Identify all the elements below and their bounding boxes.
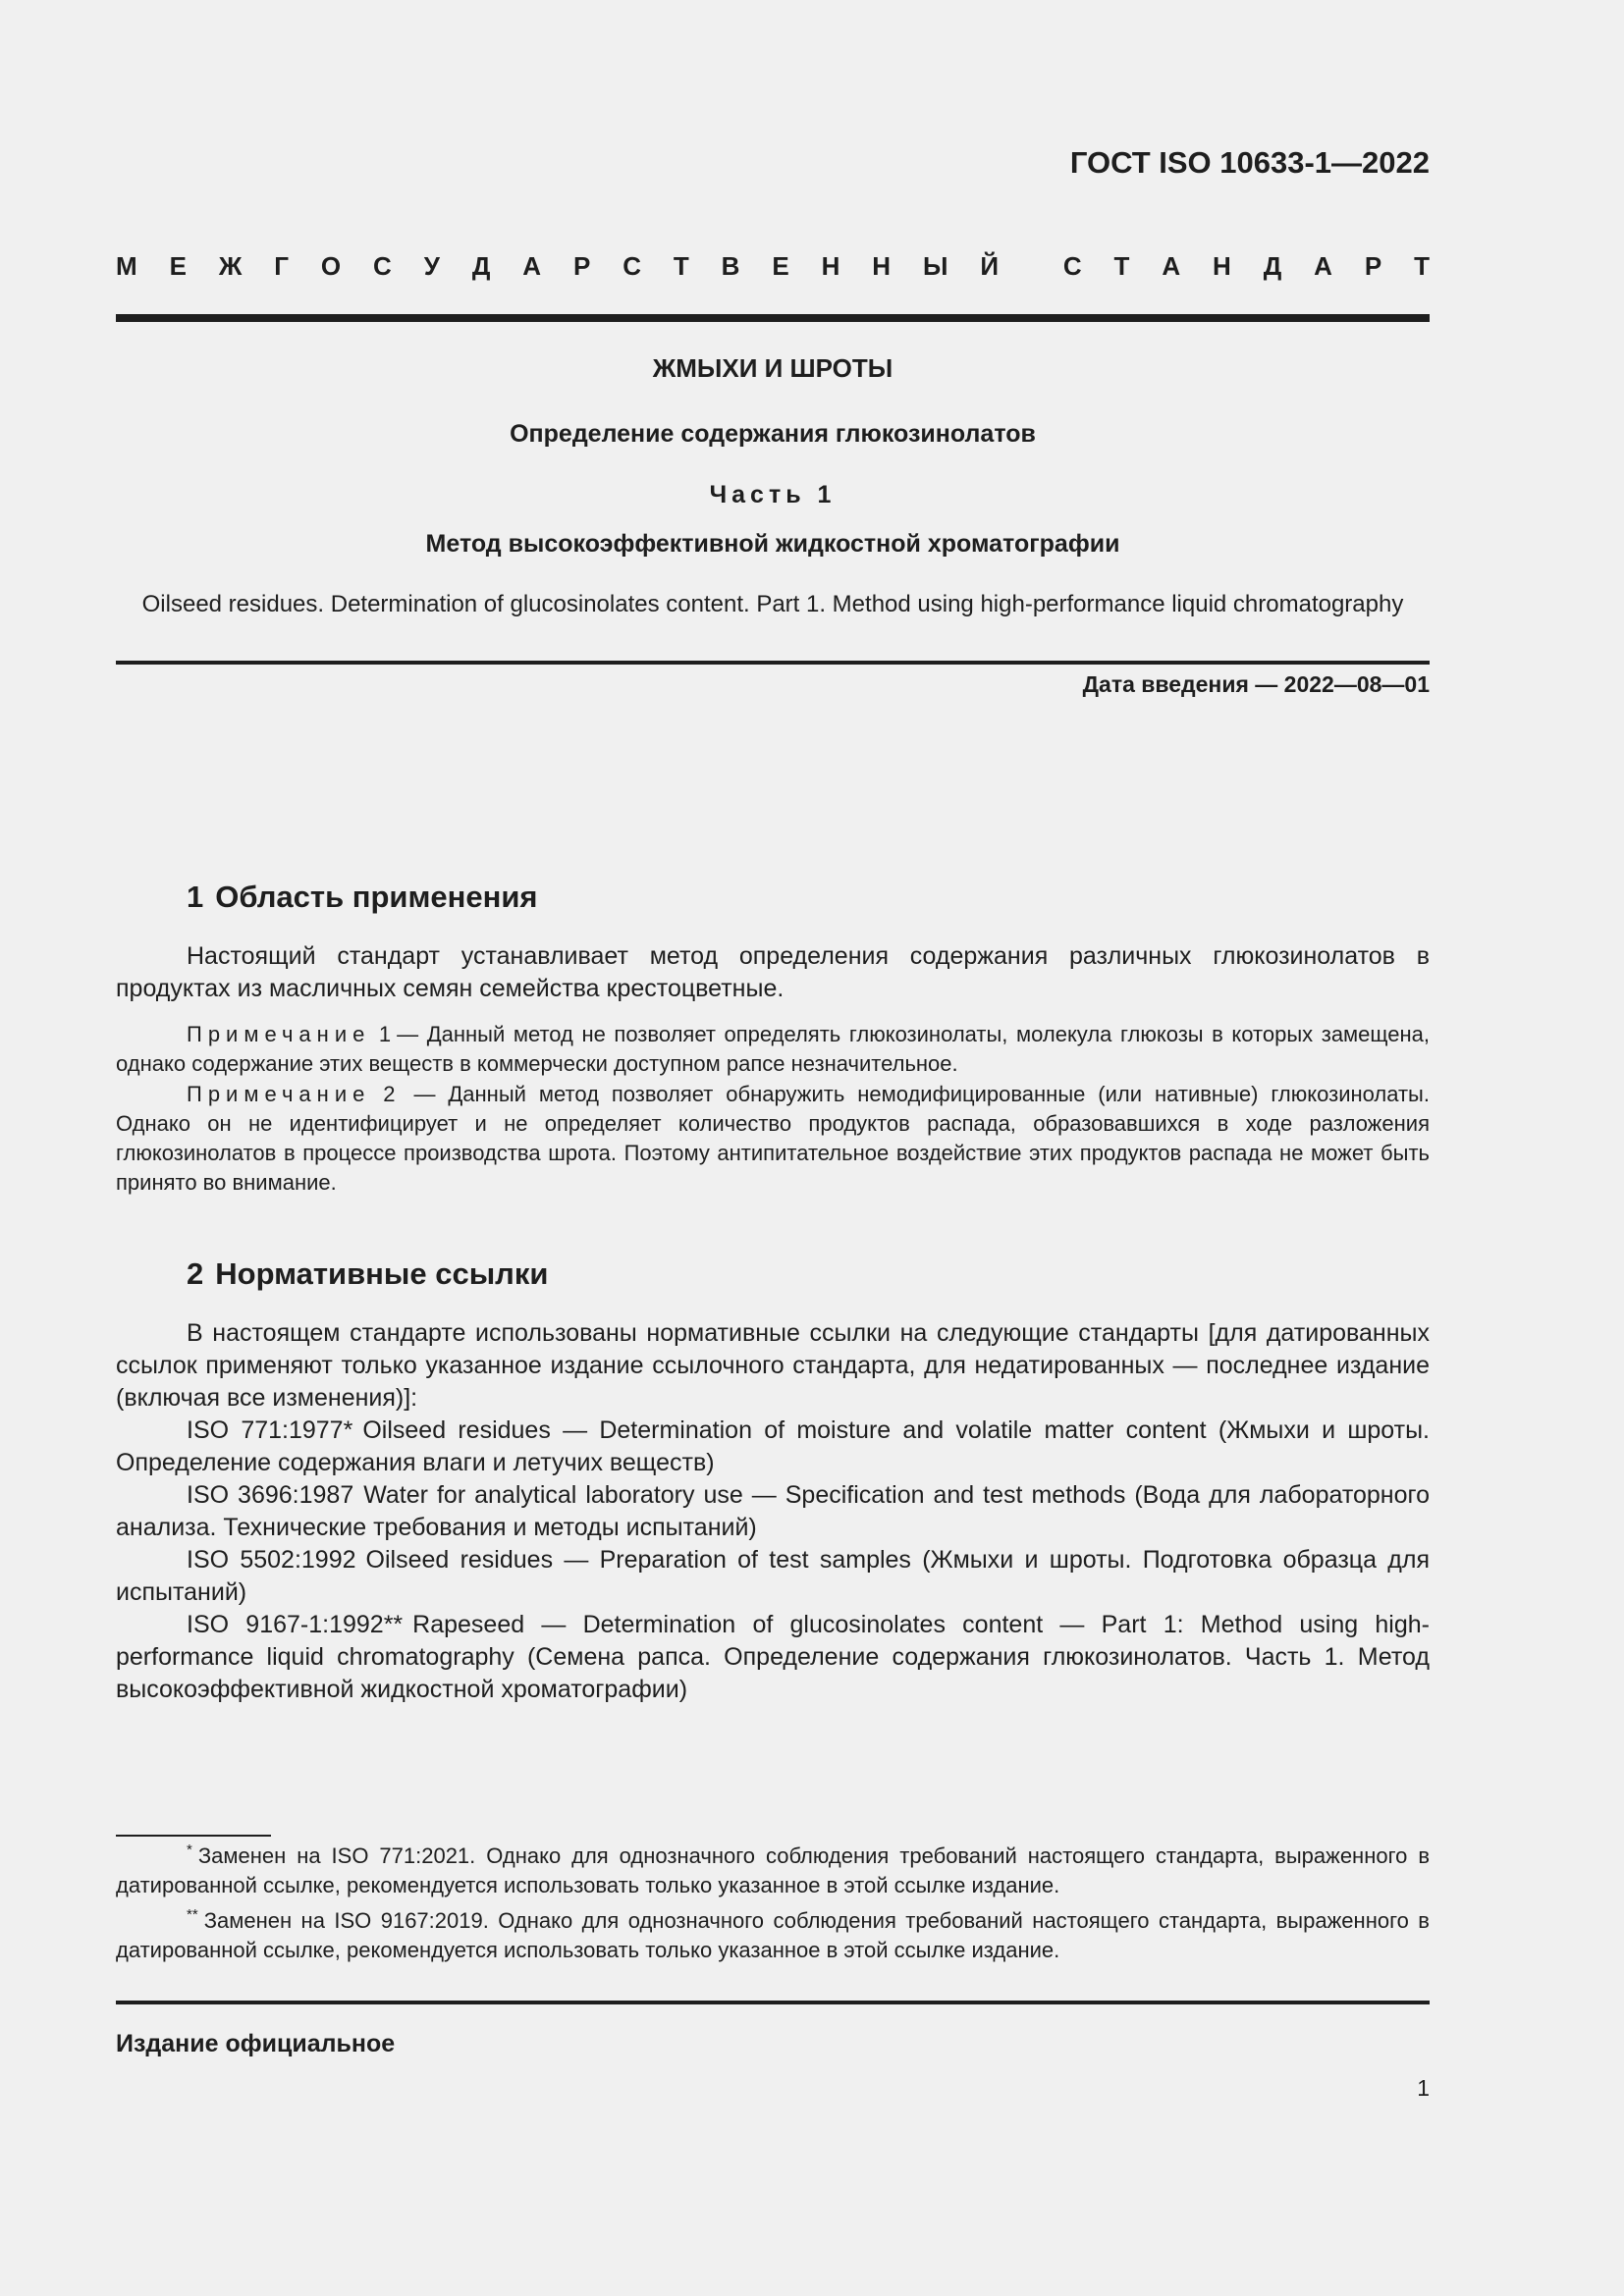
footnote-text: Заменен на ISO 9167:2019. Однако для однозначного соблюдения требований настоящего стандарта, выраженного в датированной ссылке, рекомендуется использовать только указанное в этой ссылке издание. bbox=[116, 1908, 1430, 1962]
standard-kind bbox=[116, 251, 1430, 282]
standard-kind-letter: Е bbox=[772, 251, 789, 281]
section-heading-references bbox=[187, 1256, 548, 1292]
standard-kind-letter: С bbox=[623, 251, 641, 281]
standard-kind-letter: Р bbox=[572, 251, 591, 281]
standard-kind-letter: Д bbox=[471, 251, 491, 281]
reference-text: Water for analytical laboratory use — Specification and test methods (Вода для лабораторного анализа. Технические требования и методы испытаний) bbox=[116, 1481, 1430, 1541]
reference-code: ISO 9167-1:1992** bbox=[187, 1611, 404, 1638]
section-title: Область применения bbox=[215, 880, 538, 914]
reference-item bbox=[116, 1544, 1430, 1609]
standard-kind-letter: С bbox=[373, 251, 392, 281]
note-text: — Данный метод не позволяет определять глюкозинолаты, молекула глюкозы в которых замещена, однако содержание этих веществ в коммерчески доступном рапсе незначительное. bbox=[116, 1022, 1430, 1076]
reference-code: ISO 771:1977* bbox=[187, 1416, 353, 1444]
standard-kind-letter: Т bbox=[1414, 251, 1430, 281]
page-number: 1 bbox=[1417, 2075, 1430, 2101]
standard-kind-letter: Ы bbox=[922, 251, 948, 281]
document-method-title: Метод высокоэффективной жидкостной хроматографии bbox=[425, 530, 1120, 558]
standard-kind-letter: Н bbox=[1213, 251, 1231, 281]
standard-kind-letter: Н bbox=[821, 251, 840, 281]
standard-kind-letter: Ж bbox=[218, 251, 243, 281]
reference-text: Rapeseed — Determination of glucosinolates content — Part 1: Method using high-performance liquid chromatography (Семена рапса. Определение содержания глюкозинолатов. Часть 1. Метод высокоэффективной жидкостной хроматографии) bbox=[116, 1611, 1430, 1703]
note-label: Примечание bbox=[187, 1082, 371, 1106]
standard-kind-letter: А bbox=[522, 251, 542, 281]
standard-number: ГОСТ ISO 10633-1—2022 bbox=[1069, 145, 1430, 180]
english-title: Oilseed residues. Determination of glucosinolates content. Part 1. Method using high-performance liquid chromatography bbox=[141, 591, 1404, 617]
reference-text: Oilseed residues — Determination of moisture and volatile matter content (Жмыхи и шроты. Определение содержания влаги и летучих веществ) bbox=[116, 1416, 1431, 1476]
standard-kind-letter: Т bbox=[1113, 251, 1130, 281]
document-page bbox=[116, 0, 1430, 2296]
reference-text: Oilseed residues — Preparation of test samples (Жмыхи и шроты. Подготовка образца для испытаний) bbox=[116, 1546, 1430, 1606]
footnote bbox=[116, 1842, 1430, 1900]
standard-kind-letter: О bbox=[320, 251, 342, 281]
standard-kind-letter: Т bbox=[673, 251, 689, 281]
document-subtitle: Определение содержания глюкозинолатов bbox=[510, 420, 1036, 448]
note-1 bbox=[116, 1020, 1430, 1079]
standard-kind-letter: А bbox=[1162, 251, 1181, 281]
standard-kind-letter: Й bbox=[980, 251, 1000, 281]
standard-kind-letter: У bbox=[423, 251, 440, 281]
standard-kind-letter: Д bbox=[1263, 251, 1282, 281]
standard-kind-letter: В bbox=[721, 251, 740, 281]
reference-code: ISO 5502:1992 bbox=[187, 1546, 356, 1574]
standard-kind-letter: Н bbox=[872, 251, 892, 281]
references-intro-paragraph: В настоящем стандарте использованы нормативные ссылки на следующие стандарты [для датированных ссылок применяют только указанное издание ссылочного стандарта, для недатированных — последнее издание (включая все изменения)]: bbox=[116, 1319, 1430, 1412]
note-text: — Данный метод позволяет обнаружить немодифицированные (или нативные) глюкозинолаты. Однако он не идентифицирует и не определяет количество продуктов распада, образовавшихся в ходе разложения глюкозинолатов в процессе производства шрота. Поэтому антипитательное воздействие этих продуктов распада не может быть принято во внимание. bbox=[116, 1082, 1430, 1195]
section-number: 2 bbox=[187, 1256, 204, 1291]
standard-kind-letter: Р bbox=[1364, 251, 1382, 281]
reference-item bbox=[116, 1415, 1430, 1479]
reference-code: ISO 3696:1987 bbox=[187, 1481, 354, 1509]
note-2 bbox=[116, 1080, 1430, 1198]
reference-item bbox=[116, 1609, 1430, 1706]
reference-item bbox=[116, 1479, 1430, 1544]
document-title: ЖМЫХИ И ШРОТЫ bbox=[652, 353, 893, 383]
section-title: Нормативные ссылки bbox=[215, 1256, 549, 1291]
introduction-date: Дата введения — 2022—08—01 bbox=[1082, 671, 1430, 697]
footnote-separator bbox=[116, 1835, 271, 1837]
standard-kind-letter: Е bbox=[169, 251, 187, 281]
standard-kind-letter: Г bbox=[274, 251, 289, 281]
official-edition-label: Издание официальное bbox=[116, 2030, 396, 2057]
standard-kind-letter: А bbox=[1314, 251, 1332, 281]
title-divider bbox=[116, 661, 1430, 665]
standard-kind-letter: М bbox=[116, 251, 137, 281]
header-divider bbox=[116, 314, 1430, 322]
note-number: 1 bbox=[378, 1022, 398, 1046]
standard-kind-letter: С bbox=[1062, 251, 1082, 281]
footnote bbox=[116, 1906, 1430, 1965]
scope-paragraph: Настоящий стандарт устанавливает метод определения содержания различных глюкозинолатов в продуктах из масличных семян семейства крестоцветные. bbox=[116, 942, 1430, 1002]
section-number: 1 bbox=[187, 880, 204, 914]
footnote-mark: ** bbox=[187, 1906, 198, 1923]
section-heading-scope bbox=[187, 880, 538, 915]
footer-divider bbox=[116, 2001, 1430, 2004]
footnote-mark: * bbox=[187, 1842, 192, 1858]
footnote-text: Заменен на ISO 771:2021. Однако для однозначного соблюдения требований настоящего стандарта, выраженного в датированной ссылке, рекомендуется использовать только указанное в этой ссылке издание. bbox=[116, 1843, 1430, 1897]
note-label: Примечание bbox=[187, 1022, 371, 1046]
note-number: 2 bbox=[383, 1082, 402, 1106]
document-part: Часть 1 bbox=[709, 481, 837, 508]
